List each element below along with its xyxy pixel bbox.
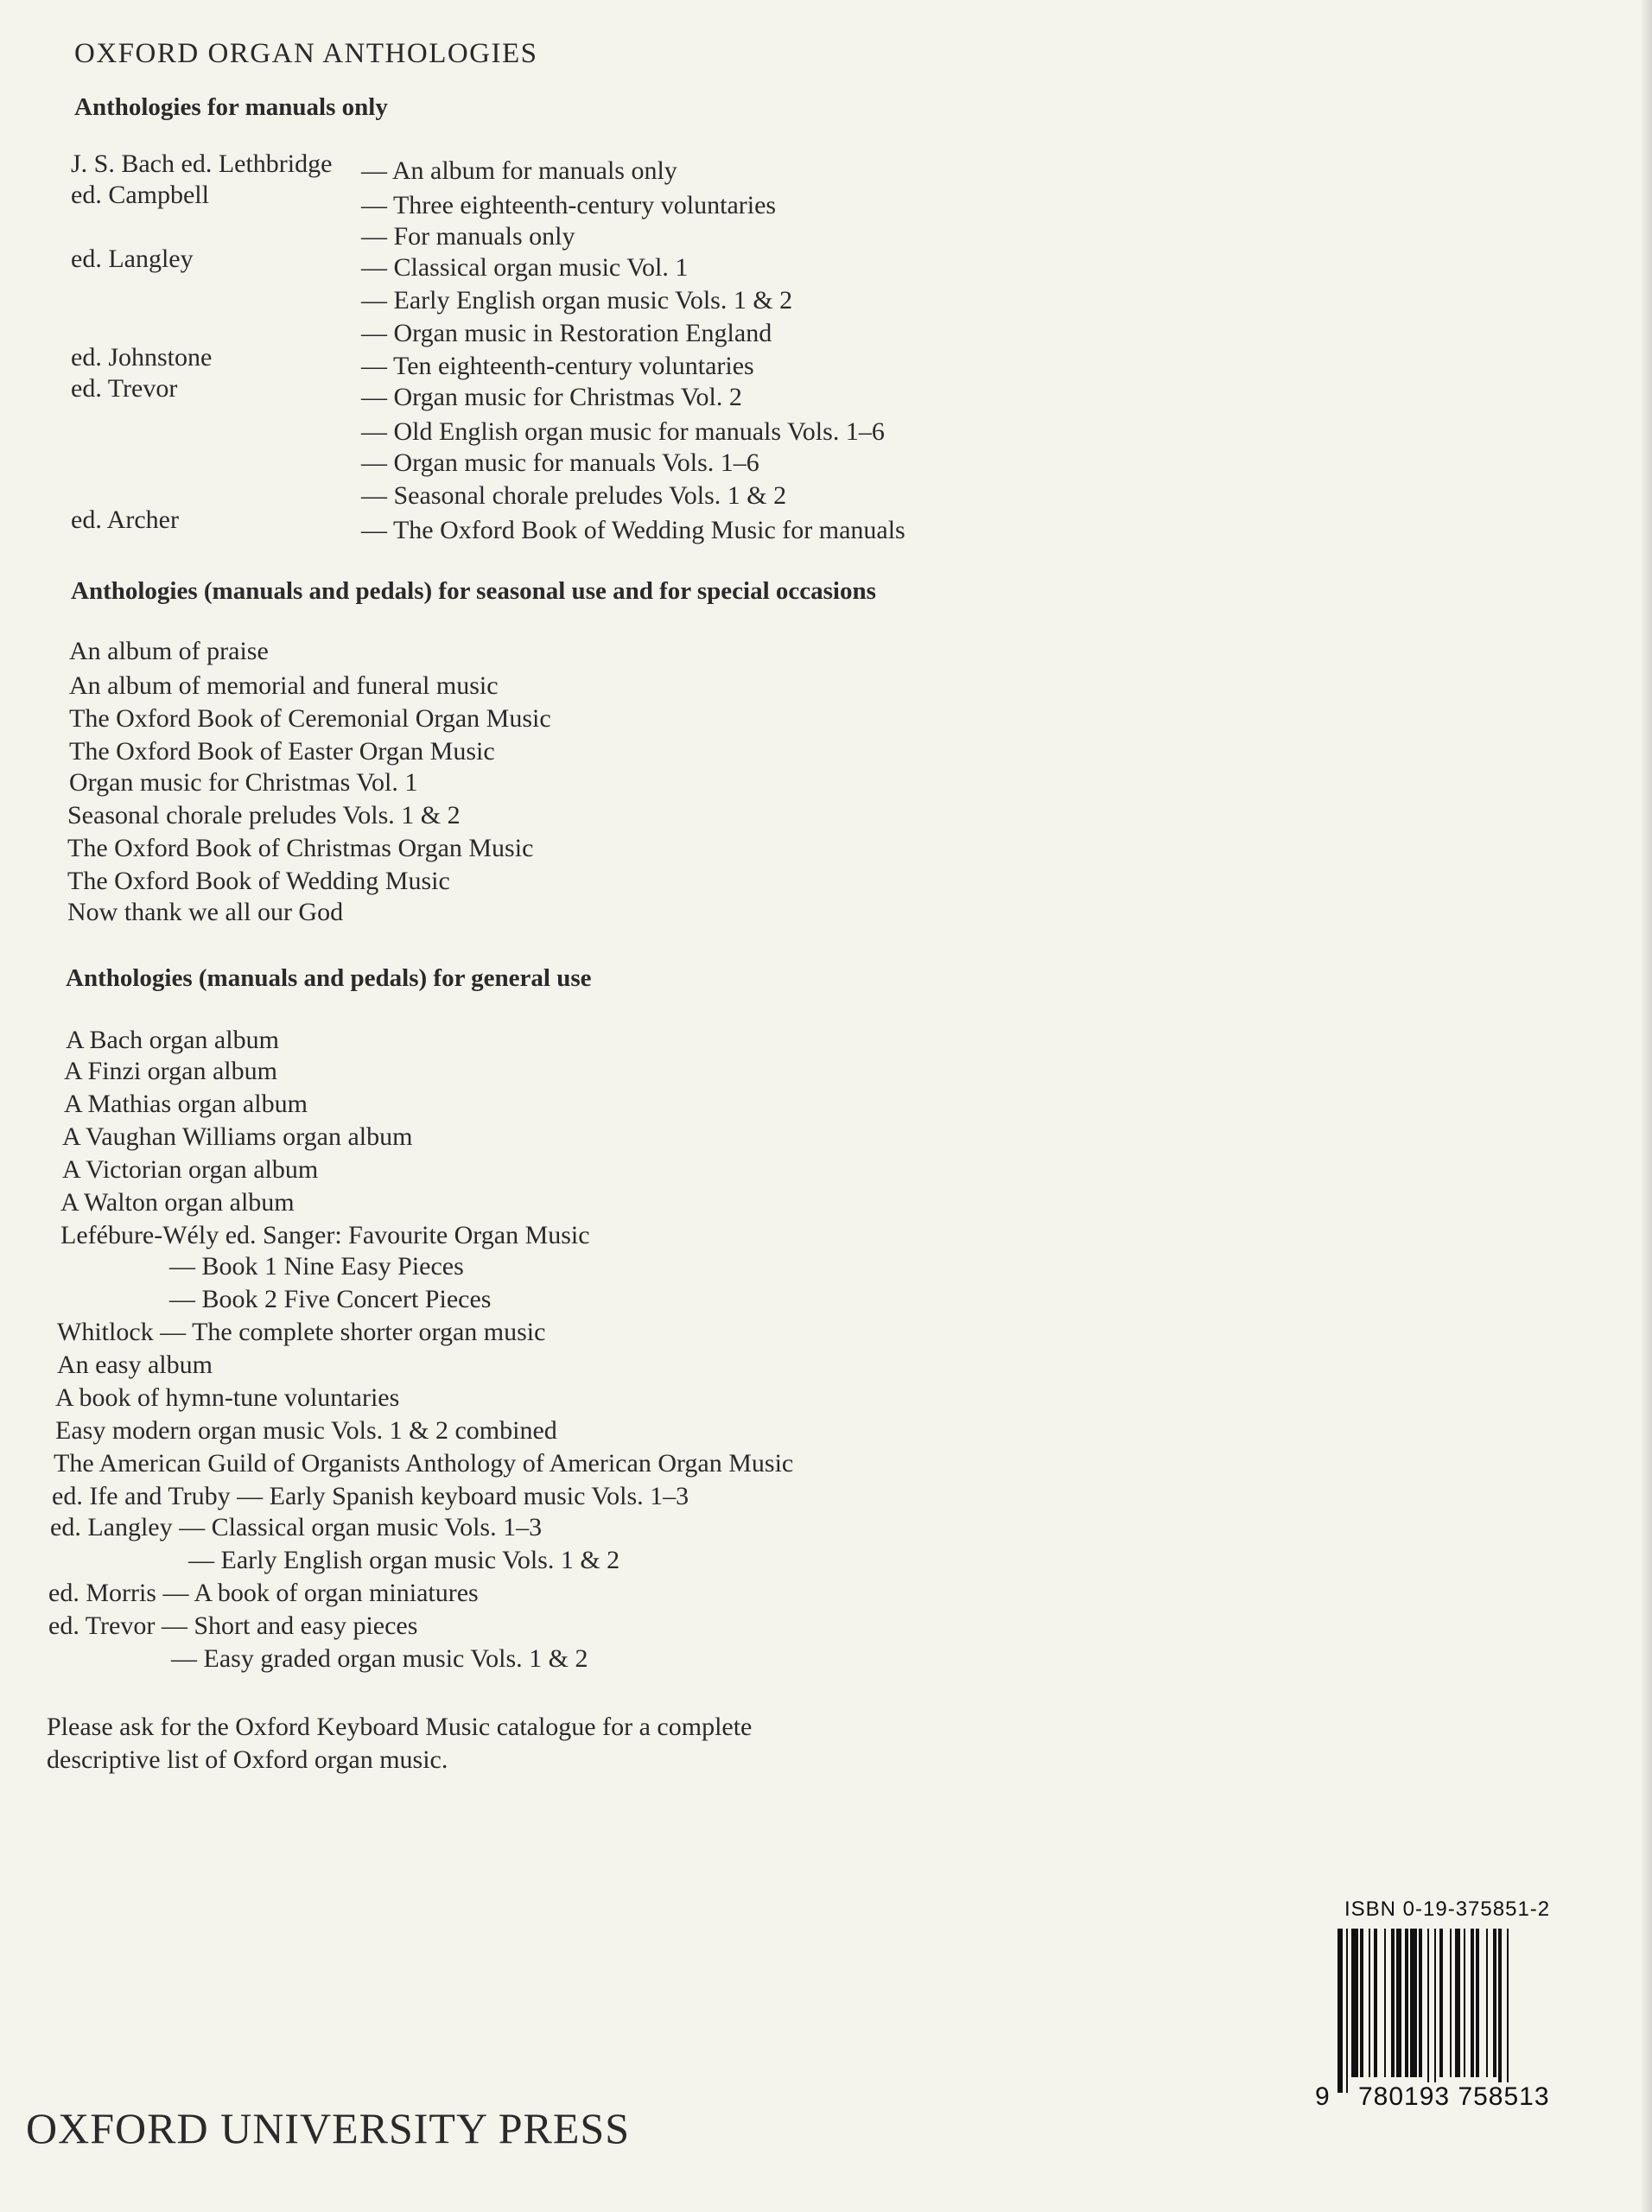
list-item: The Oxford Book of Christmas Organ Music xyxy=(67,834,534,862)
editor-entry: ed. Johnstone xyxy=(71,343,213,372)
editor-entry: ed. Langley xyxy=(71,245,194,273)
barcode-bar xyxy=(1351,1929,1358,2077)
list-item: A Mathias organ album xyxy=(64,1090,308,1118)
editor-entry: J. S. Bach ed. Lethbridge xyxy=(71,149,333,178)
title-entry: — Organ music for Christmas Vol. 2 xyxy=(361,383,742,411)
barcode-bar xyxy=(1464,1929,1465,2077)
title-entry: — Classical organ music Vol. 1 xyxy=(361,253,689,282)
list-item: Easy modern organ music Vols. 1 & 2 combined xyxy=(55,1416,557,1445)
title-entry: — Organ music in Restoration England xyxy=(361,319,772,347)
barcode-bar xyxy=(1476,1929,1479,2077)
barcode-bar xyxy=(1493,1929,1496,2077)
section-heading-general: Anthologies (manuals and pedals) for general use xyxy=(66,964,592,992)
list-item: The Oxford Book of Wedding Music xyxy=(67,867,450,895)
barcode-bar xyxy=(1471,1929,1474,2077)
list-item-sub: — Book 1 Nine Easy Pieces xyxy=(169,1252,464,1281)
page-edge-shadow xyxy=(1640,0,1652,2212)
section-heading-manuals-only: Anthologies for manuals only xyxy=(74,93,388,121)
catalogue-note-line: descriptive list of Oxford organ music. xyxy=(47,1745,448,1774)
list-item: An album of memorial and funeral music xyxy=(69,671,499,700)
barcode-bar xyxy=(1427,1929,1429,2093)
barcode-bar xyxy=(1360,1929,1363,2077)
title-entry: — Early English organ music Vols. 1 & 2 xyxy=(361,286,793,315)
barcode-bar xyxy=(1369,1929,1370,2077)
title-entry: — The Oxford Book of Wedding Music for manuals xyxy=(361,516,905,544)
barcode-bar xyxy=(1450,1929,1452,2077)
title-entry: — Old English organ music for manuals Vols. 1–6 xyxy=(361,417,885,446)
catalogue-note-line: Please ask for the Oxford Keyboard Music catalogue for a complete xyxy=(47,1713,753,1741)
list-item: A book of hymn-tune voluntaries xyxy=(55,1383,400,1412)
list-item: Lefébure-Wély ed. Sanger: Favourite Organ Music xyxy=(60,1221,590,1249)
barcode xyxy=(1337,1929,1571,2093)
list-item: A Bach organ album xyxy=(66,1026,279,1054)
barcode-bar xyxy=(1405,1929,1408,2077)
editor-entry: ed. Campbell xyxy=(71,181,209,209)
publisher-name: OXFORD UNIVERSITY PRESS xyxy=(26,2104,631,2152)
list-item: ed. Langley — Classical organ music Vols. 1–3 xyxy=(50,1513,543,1541)
barcode-bar xyxy=(1507,1929,1509,2093)
title-entry: — For manuals only xyxy=(361,222,575,251)
title-entry: — Three eighteenth-century voluntaries xyxy=(361,191,777,219)
title-entry: — Ten eighteenth-century voluntaries xyxy=(361,352,754,380)
list-item: An album of praise xyxy=(69,637,269,665)
isbn-label: ISBN 0-19-375851-2 xyxy=(1344,1897,1551,1921)
barcode-bar xyxy=(1396,1929,1401,2077)
list-item: Seasonal chorale preludes Vols. 1 & 2 xyxy=(67,801,461,830)
editor-entry: ed. Trevor xyxy=(71,374,178,403)
list-item-sub: — Book 2 Five Concert Pieces xyxy=(169,1285,492,1313)
list-item: The Oxford Book of Easter Organ Music xyxy=(69,737,495,766)
list-item: Whitlock — The complete shorter organ music xyxy=(57,1318,546,1346)
list-item: The American Guild of Organists Anthology of American Organ Music xyxy=(54,1449,794,1478)
catalogue-note xyxy=(47,1711,752,1777)
list-item: A Victorian organ album xyxy=(62,1155,319,1184)
barcode-bar xyxy=(1391,1929,1395,2077)
list-item: ed. Trevor — Short and easy pieces xyxy=(48,1611,418,1640)
barcode-bar xyxy=(1434,1929,1436,2093)
title-entry: — Organ music for manuals Vols. 1–6 xyxy=(361,448,759,477)
list-item: ed. Morris — A book of organ miniatures xyxy=(48,1579,479,1607)
list-item-sub: — Early English organ music Vols. 1 & 2 xyxy=(188,1546,620,1574)
barcode-bar xyxy=(1346,1929,1348,2093)
ean-first-digit: 9 xyxy=(1315,2082,1330,2111)
barcode-bar xyxy=(1337,1929,1343,2093)
section-heading-seasonal: Anthologies (manuals and pedals) for seasonal use and for special occasions xyxy=(71,577,876,605)
list-item-sub: — Easy graded organ music Vols. 1 & 2 xyxy=(171,1644,588,1673)
title-entry: — Seasonal chorale preludes Vols. 1 & 2 xyxy=(361,481,787,510)
ean-digits: 780193 758513 xyxy=(1355,2082,1554,2112)
barcode-bar xyxy=(1455,1929,1460,2077)
title-entry: — An album for manuals only xyxy=(361,156,677,185)
list-item: A Vaughan Williams organ album xyxy=(62,1122,413,1151)
barcode-bar xyxy=(1498,1929,1502,2093)
barcode-bars xyxy=(1337,1929,1571,2093)
list-item: A Walton organ album xyxy=(60,1188,295,1217)
barcode-bar xyxy=(1410,1929,1417,2077)
list-item: A Finzi organ album xyxy=(64,1057,277,1085)
barcode-bar xyxy=(1419,1929,1422,2077)
barcode-bar xyxy=(1439,1929,1443,2077)
barcode-bar xyxy=(1384,1929,1386,2077)
editor-entry: ed. Archer xyxy=(71,505,179,534)
series-title: OXFORD ORGAN ANTHOLOGIES xyxy=(74,38,538,69)
barcode-bar xyxy=(1374,1929,1377,2077)
list-item: The Oxford Book of Ceremonial Organ Music xyxy=(69,704,551,733)
barcode-bar xyxy=(1486,1929,1488,2077)
list-item: Organ music for Christmas Vol. 1 xyxy=(69,768,418,797)
list-item: ed. Ife and Truby — Early Spanish keyboard music Vols. 1–3 xyxy=(52,1482,689,1510)
list-item: Now thank we all our God xyxy=(67,898,344,926)
list-item: An easy album xyxy=(57,1351,213,1379)
